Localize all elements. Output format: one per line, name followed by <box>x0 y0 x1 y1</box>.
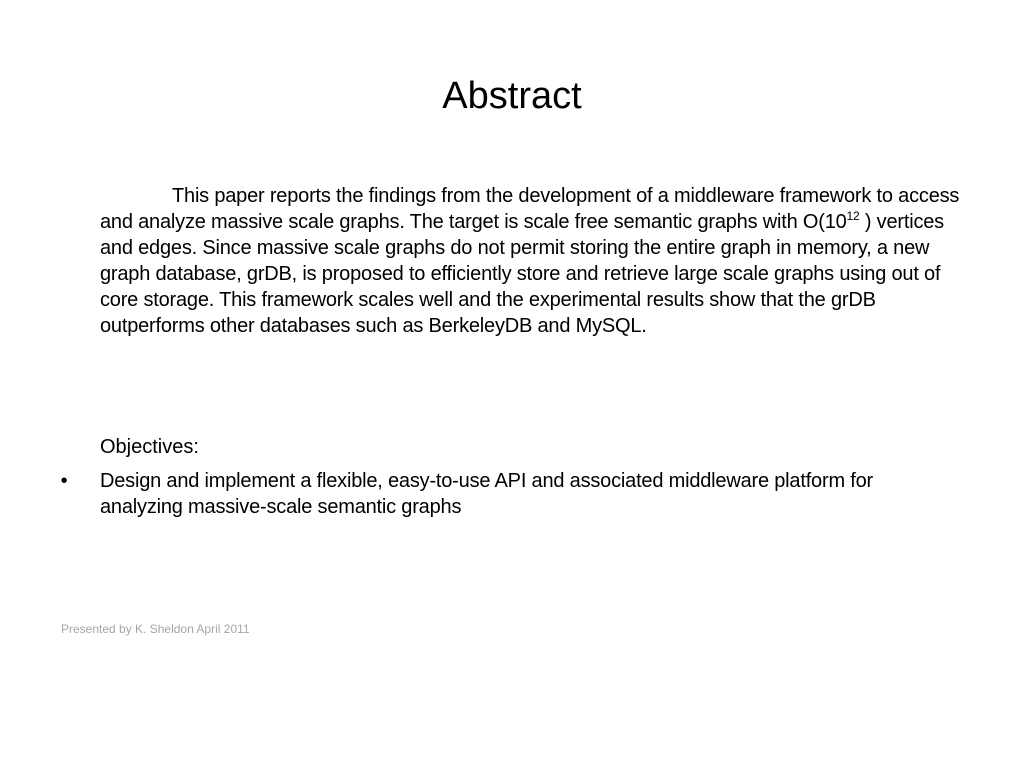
bullet-icon: • <box>60 470 68 492</box>
footer-presenter: Presented by K. Sheldon April 2011 <box>61 622 250 636</box>
objective-text: Design and implement a flexible, easy-to-use API and associated middleware platform for analyzing massive-scale semantic graphs <box>100 470 874 518</box>
objectives-heading: Objectives: <box>100 436 199 458</box>
abstract-exponent: 12 <box>846 209 860 223</box>
abstract-text-end: ) vertices and edges. Since massive scale graphs do not permit storing the entire graph in memory, a new graph database, grDB, is proposed to efficiently store and retrieve large scale graphs using out of core storage. This framework scales well and the experimental results show that the grDB outperforms other databases such as BerkeleyDB and MySQL. <box>100 211 944 337</box>
objective-item <box>60 468 960 520</box>
slide-title: Abstract <box>442 75 582 117</box>
objectives-list <box>60 468 960 520</box>
abstract-paragraph <box>100 183 962 339</box>
abstract-text-start: This paper reports the findings from the development of a middleware framework to access and analyze massive scale graphs. The target is scale free semantic graphs with O(10 <box>100 185 960 233</box>
